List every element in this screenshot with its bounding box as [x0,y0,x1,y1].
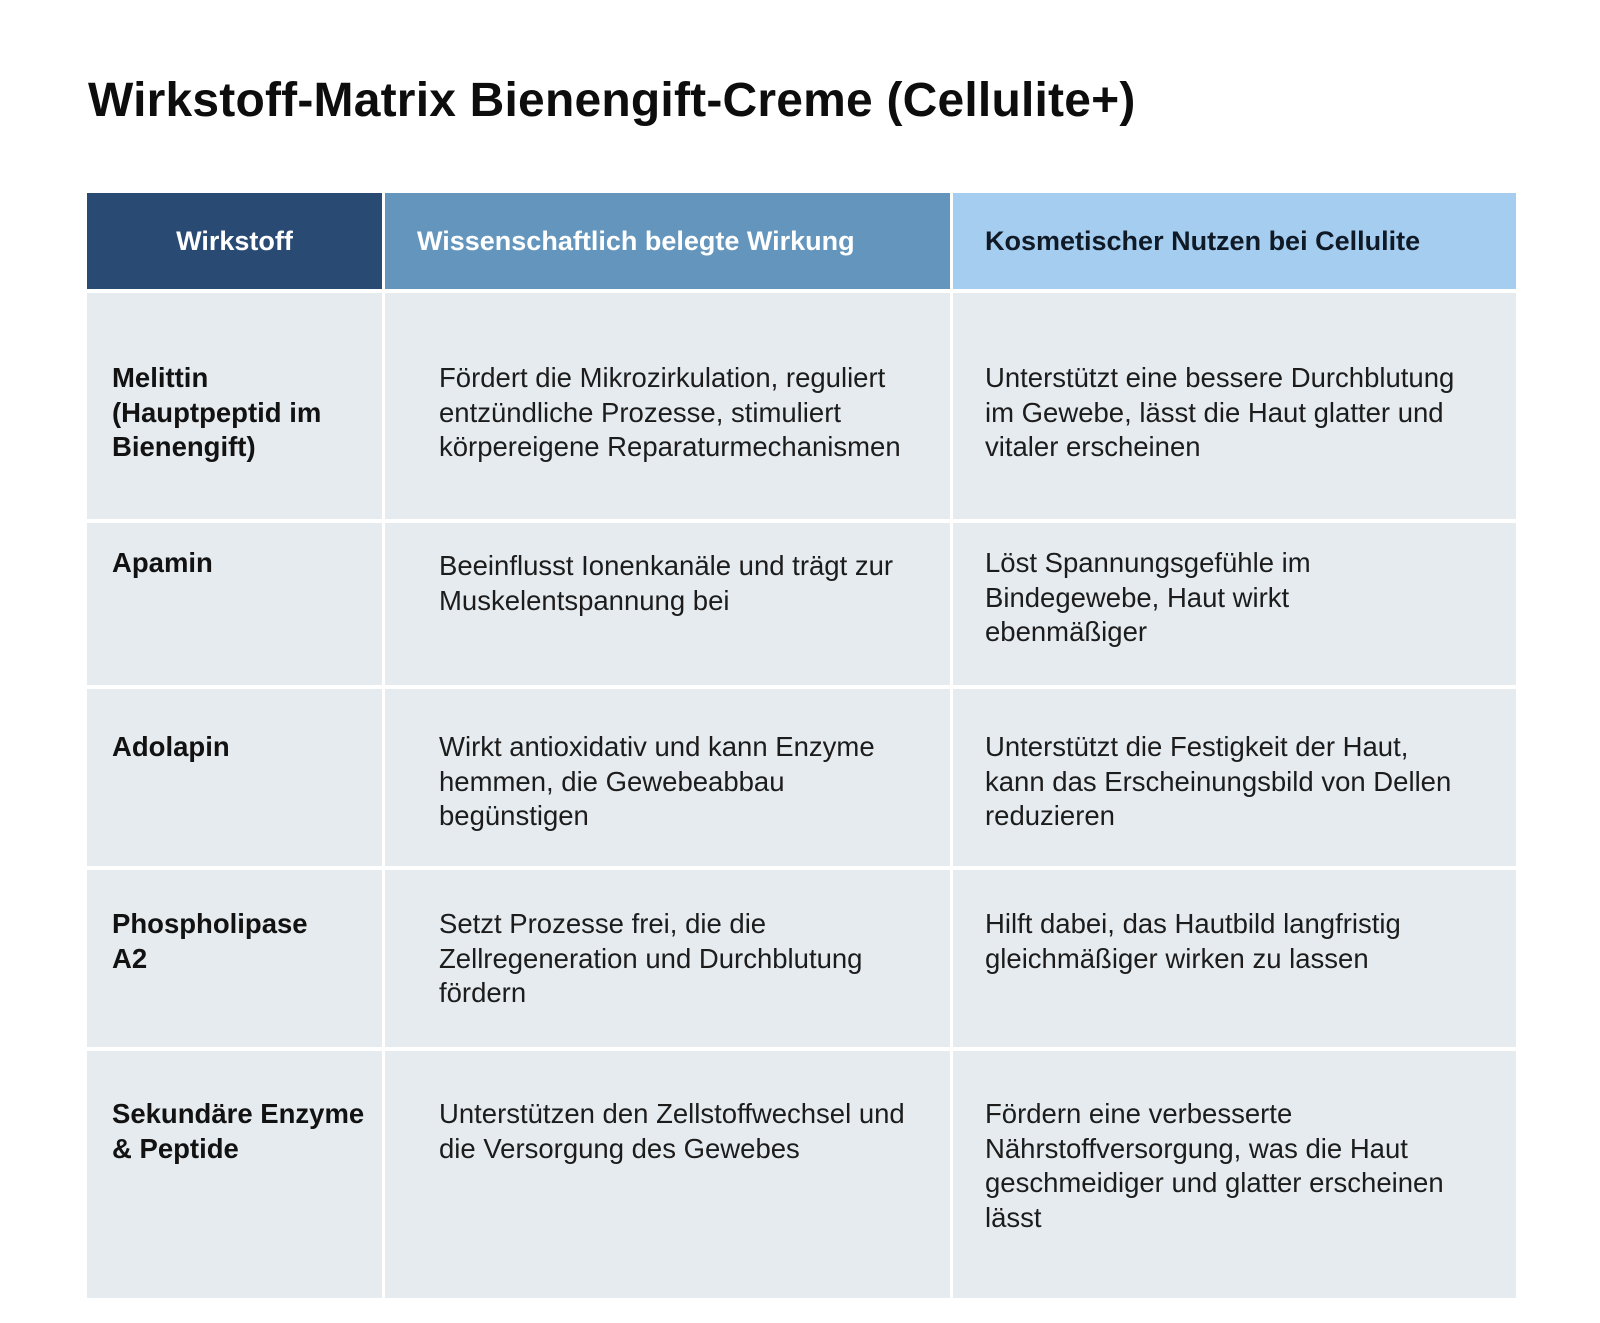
ingredient-name-melittin: Melittin (Hauptpeptid im Bienengift) [87,293,382,519]
active-ingredient-table [87,193,1516,1284]
effect-adolapin: Wirkt antioxidativ und kann Enzyme hemmen, die Gewebeabbau begünstigen [385,689,950,866]
effect-melittin: Fördert die Mikrozirkulation, reguliert entzündliche Prozesse, stimuliert körpereigene Reparaturmechanismen [385,293,950,519]
effect-apamin: Beeinflusst Ionenkanäle und trägt zur Muskelentspannung bei [385,523,950,685]
ingredient-name-secondary-enzymes: Sekundäre Enzyme & Peptide [87,1051,382,1298]
effect-secondary-enzymes: Unterstützen den Zellstoffwechsel und die Versorgung des Gewebes [385,1051,950,1298]
benefit-secondary-enzymes: Fördern eine verbesserte Nährstoffversorgung, was die Haut geschmeidiger und glatter erscheinen lässt [953,1051,1516,1298]
effect-phospholipase-a2: Setzt Prozesse frei, die die Zellregeneration und Durchblutung fördern [385,870,950,1047]
page-title: Wirkstoff-Matrix Bienengift-Creme (Cellulite+) [88,74,1136,127]
ingredient-name-apamin: Apamin [87,523,382,685]
ingredient-name-phospholipase-a2: Phospholipase A2 [87,870,382,1047]
header-ingredient: Wirkstoff [87,193,382,289]
header-scientific-effect: Wissenschaftlich belegte Wirkung [385,193,950,289]
benefit-melittin: Unterstützt eine bessere Durchblutung im Gewebe, lässt die Haut glatter und vitaler erscheinen [953,293,1516,519]
benefit-phospholipase-a2: Hilft dabei, das Hautbild langfristig gleichmäßiger wirken zu lassen [953,870,1516,1047]
header-cosmetic-benefit: Kosmetischer Nutzen bei Cellulite [953,193,1516,289]
benefit-apamin: Löst Spannungsgefühle im Bindegewebe, Haut wirkt ebenmäßiger [953,523,1516,685]
benefit-adolapin: Unterstützt die Festigkeit der Haut, kann das Erscheinungsbild von Dellen reduzieren [953,689,1516,866]
ingredient-name-adolapin: Adolapin [87,689,382,866]
